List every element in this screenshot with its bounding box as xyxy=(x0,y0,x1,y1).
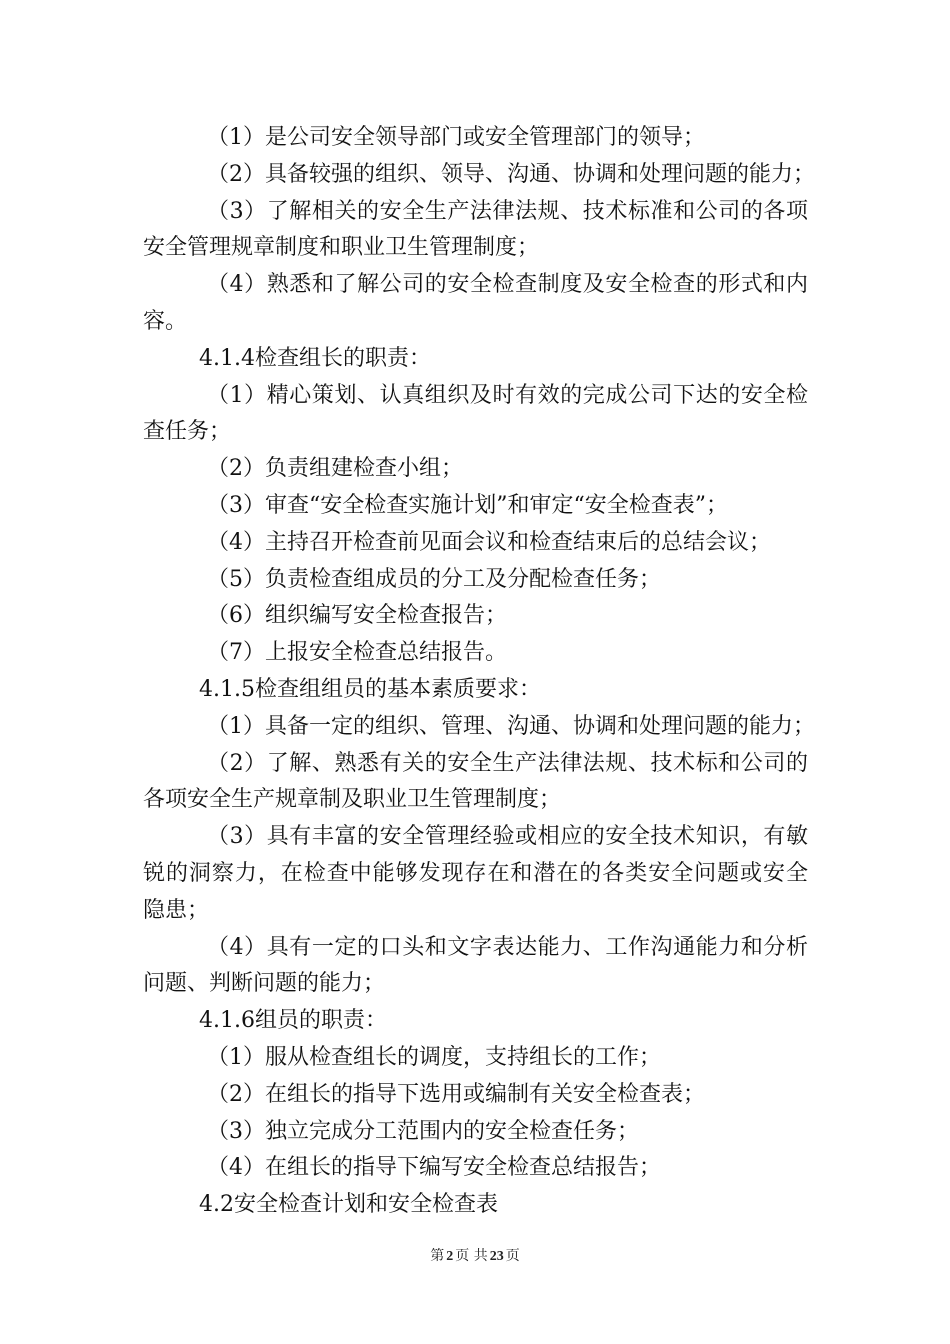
paragraph-line: 隐患； xyxy=(143,897,210,923)
paragraph-line: （4）在组长的指导下编写安全检查总结报告； xyxy=(207,1155,661,1181)
paragraph-line: （3）独立完成分工范围内的安全检查任务； xyxy=(207,1118,639,1144)
total-page-count: 23 xyxy=(489,1249,504,1264)
section-heading: 4.1.4检查组长的职责： xyxy=(199,345,431,371)
paragraph-line: （1）服从检查组长的调度，支持组长的工作； xyxy=(207,1044,661,1070)
footer-middle: 页 共 xyxy=(455,1248,488,1264)
page-footer xyxy=(0,1247,950,1266)
paragraph-line: （2）具备较强的组织、领导、沟通、协调和处理问题的能力； xyxy=(207,161,815,187)
paragraph-line: （2）在组长的指导下选用或编制有关安全检查表； xyxy=(207,1081,705,1107)
paragraph-line: （7）上报安全检查总结报告。 xyxy=(207,640,507,666)
current-page-number: 2 xyxy=(446,1249,454,1264)
paragraph-line: （1）是公司安全领导部门或安全管理部门的领导； xyxy=(207,125,705,150)
paragraph-line: （1）精心策划、认真组织及时有效的完成公司下达的安全检 xyxy=(207,382,808,408)
section-heading: 4.1.5检查组组员的基本素质要求： xyxy=(199,676,541,702)
paragraph-line: 锐的洞察力，在检查中能够发现存在和潜在的各类安全问题或安全 xyxy=(143,860,808,886)
paragraph-line: （2）负责组建检查小组； xyxy=(207,456,463,482)
paragraph-line: （4）熟悉和了解公司的安全检查制度及安全检查的形式和内 xyxy=(207,272,808,298)
paragraph-line: （6）组织编写安全检查报告； xyxy=(207,603,507,629)
footer-prefix: 第 xyxy=(430,1248,445,1264)
paragraph-line: 各项安全生产规章制及职业卫生管理制度； xyxy=(143,787,562,813)
paragraph-line: （4）具有一定的口头和文字表达能力、工作沟通能力和分析 xyxy=(207,934,808,960)
section-heading: 4.1.6组员的职责： xyxy=(199,1008,387,1034)
paragraph-line: 问题、判断问题的能力； xyxy=(143,971,386,997)
paragraph-line: （4）主持召开检查前见面会议和检查结束后的总结会议； xyxy=(207,529,771,555)
paragraph-line: （3）了解相关的安全生产法律法规、技术标准和公司的各项 xyxy=(207,198,808,224)
paragraph-line: （1）具备一定的组织、管理、沟通、协调和处理问题的能力； xyxy=(207,713,815,739)
paragraph-line: 容。 xyxy=(143,308,188,334)
paragraph-line: （5）负责检查组成员的分工及分配检查任务； xyxy=(207,566,661,592)
paragraph-line: 安全管理规章制度和职业卫生管理制度； xyxy=(143,235,540,261)
paragraph-line: （3）具有丰富的安全管理经验或相应的安全技术知识，有敏 xyxy=(207,824,808,850)
section-heading: 4.2安全检查计划和安全检查表 xyxy=(199,1192,498,1218)
paragraph-line: 查任务； xyxy=(143,419,232,445)
footer-suffix: 页 xyxy=(505,1248,520,1264)
paragraph-line: （2）了解、熟悉有关的安全生产法律法规、技术标和公司的 xyxy=(207,750,808,776)
document-body xyxy=(143,120,815,1224)
paragraph-line: （3）审查“安全检查实施计划”和审定“安全检查表”； xyxy=(207,492,728,518)
